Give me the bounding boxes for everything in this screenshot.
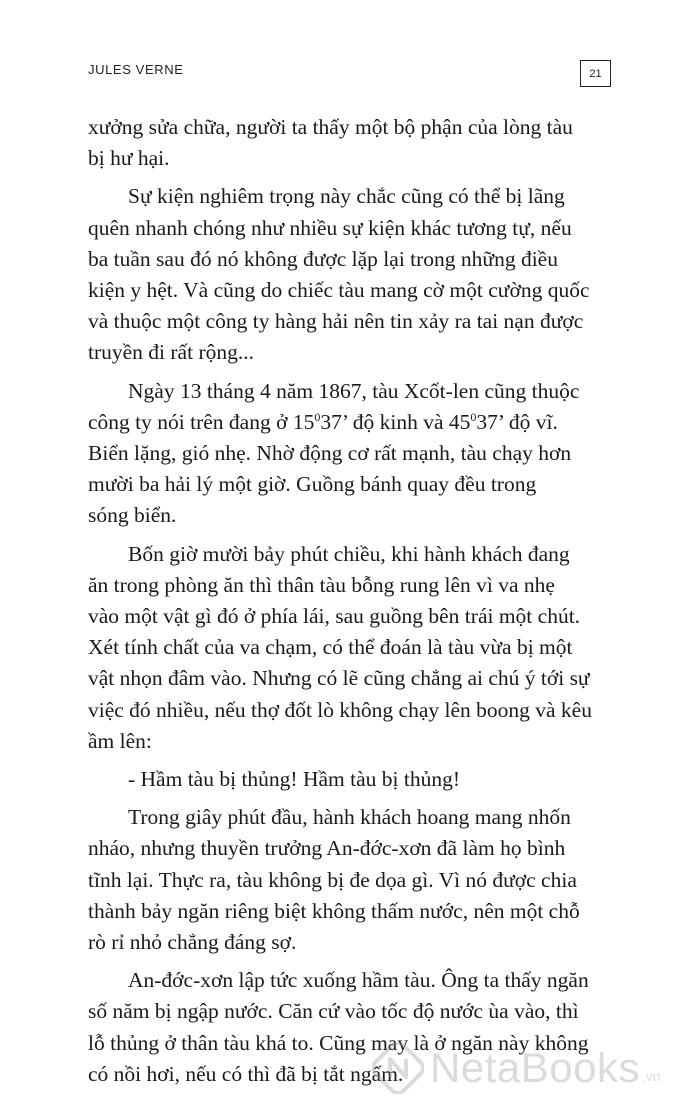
text-line: số năm bị ngập nước. Căn cứ vào tốc độ nước ùa vào, thì <box>88 999 579 1024</box>
text-line: Sự kiện nghiêm trọng này chắc cũng có thể bị lãng <box>128 184 565 209</box>
text-line: việc đó nhiều, nếu thợ đốt lò không chạy lên boong và kêu <box>88 697 592 722</box>
text-line: truyền đi rất rộng... <box>88 340 254 365</box>
text-line: bị hư hại. <box>88 146 170 171</box>
running-head-author: JULES VERNE <box>88 62 184 77</box>
degree-superscript: 0 <box>470 409 477 424</box>
paragraph-2 <box>88 181 613 368</box>
text-line: vật nhọn đâm vào. Nhưng có lẽ cũng chẳng ai chú ý tới sự <box>88 666 590 691</box>
text-line: Ngày 13 tháng 4 năm 1867, tàu Xcốt-len cũng thuộc <box>128 378 580 403</box>
netabooks-logo-icon <box>372 1042 424 1094</box>
paragraph-5-dialogue <box>88 764 613 795</box>
watermark-brand: NetaBooks <box>430 1044 640 1091</box>
text-line: vào một vật gì đó ở phía lái, sau guồng bên trái một chút. <box>88 604 581 629</box>
text-line: thành bảy ngăn riêng biệt không thấm nước, nên một chỗ <box>88 898 580 923</box>
text-line: Trong giây phút đầu, hành khách hoang mang nhốn <box>128 805 571 830</box>
text-line: lỗ thủng ở thân tàu khá to. Cũng may là ở ngăn này không <box>88 1030 589 1055</box>
text-line: sóng biển. <box>88 503 177 528</box>
watermark-suffix: .vn <box>641 1068 661 1084</box>
page-number: 21 <box>580 60 611 87</box>
paragraph-6 <box>88 802 613 958</box>
text-line: nháo, nhưng thuyền trưởng An-đớc-xơn đã làm họ bình <box>88 836 566 861</box>
text-line: và thuộc một công ty hàng hải nên tin xảy ra tai nạn được <box>88 309 584 334</box>
text-line: rò rỉ nhỏ chẳng đáng sợ. <box>88 930 297 955</box>
text-line: quên nhanh chóng như nhiều sự kiện khác tương tự, nếu <box>88 215 572 240</box>
paragraph-3 <box>88 376 613 532</box>
text-line: tĩnh lại. Thực ra, tàu không bị đe dọa gì. Vì nó được chia <box>88 867 577 892</box>
text-line: mười ba hải lý một giờ. Guồng bánh quay đều trong <box>88 472 537 497</box>
text-line: ăn trong phòng ăn thì thân tàu bỗng rung lên vì va nhẹ <box>88 572 555 597</box>
text-fragment: 37’ độ vĩ. <box>476 409 558 434</box>
text-line: Bốn giờ mười bảy phút chiều, khi hành khách đang <box>128 541 570 566</box>
text-line: ầm lên: <box>88 728 152 753</box>
text-line: có nồi hơi, nếu có thì đã bị tắt ngấm. <box>88 1061 404 1086</box>
text-line: ba tuần sau đó nó không được lặp lại trong những điều <box>88 246 558 271</box>
paragraph-4 <box>88 539 613 757</box>
text-line: Biển lặng, gió nhẹ. Nhờ động cơ rất mạnh, tàu chạy hơn <box>88 441 572 466</box>
text-fragment: công ty nói trên đang ở 15 <box>88 409 315 434</box>
watermark <box>372 1042 661 1094</box>
body-text <box>88 112 613 1097</box>
text-line: Xét tính chất của va chạm, có thể đoán là tàu vừa bị một <box>88 635 573 660</box>
text-fragment: 37’ độ kinh và 45 <box>320 409 471 434</box>
text-line: An-đớc-xơn lập tức xuống hầm tàu. Ông ta thấy ngăn <box>128 968 589 993</box>
text-line: - Hầm tàu bị thủng! Hầm tàu bị thủng! <box>128 767 460 792</box>
paragraph-1 <box>88 112 613 174</box>
text-line: xưởng sửa chữa, người ta thấy một bộ phận của lòng tàu <box>88 115 573 139</box>
degree-superscript: 0 <box>314 409 321 424</box>
text-line-coordinates <box>88 407 613 438</box>
text-line: kiện y hệt. Và cũng do chiếc tàu mang cờ một cường quốc <box>88 278 590 303</box>
